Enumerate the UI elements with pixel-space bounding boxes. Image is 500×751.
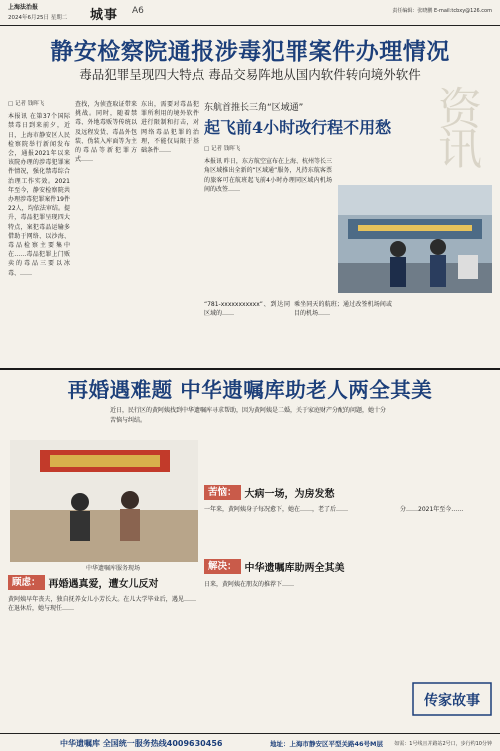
story1-headline: 静安检察院通报涉毒犯罪案件办理情况 <box>50 38 450 65</box>
subhead-worry-tag: 苦恼： <box>204 485 241 500</box>
story3-column-right1 <box>204 580 394 728</box>
story3-left-text: 黄阿姨早年丧夫，独自抚养女儿小芳长大。在儿大学毕业后，遇见……在退休后，她与现任…… <box>8 596 196 613</box>
section-divider <box>0 368 500 370</box>
subhead-worry <box>204 485 335 500</box>
subhead-solution-text: 中华遗嘱库助两全其美 <box>244 563 345 574</box>
subhead-worry-text: 大病一场，为房发愁 <box>244 489 335 500</box>
story3-mid-text: 一年来，黄阿姨身子每况愈下，她在……，老了后…… <box>204 506 349 513</box>
stamp-text: 传家故事 <box>424 693 480 709</box>
story2-column-1 <box>204 145 332 293</box>
issue-date: 2024年6月25日 星期二 <box>8 15 68 21</box>
footer-address: 地址：上海市静安区平型关路46号M层 <box>270 740 384 748</box>
page-number: A6 <box>132 6 144 16</box>
story1-column-1 <box>8 100 70 362</box>
story2-col3-text: 乘坐同天的航班；通过改签机场间或目的机场…… <box>294 301 392 318</box>
story3-lead: 近日，民行区的黄阿姨找到中华遗嘱库寻求帮助，因为黄阿姨是二婚，关于家庭财产分配的问题，她十分苦恼与纠结。 <box>110 407 387 424</box>
story1-byline: □ 记者 钱晖飞 <box>8 101 45 107</box>
footer-directions: 如需：1号线且并路站2号口，步行约10分钟 <box>394 741 492 747</box>
stamp-graphic <box>412 682 492 716</box>
airport-photo-graphic <box>338 185 492 293</box>
footer-hotline: 中华遗嘱库 全国统一服务热线4009630456 <box>60 739 223 748</box>
masthead <box>0 0 500 26</box>
subhead-solution-tag: 解决： <box>204 559 241 574</box>
story2-body-text: 本报讯 昨日，东方航空宣布在上海、杭州等长三角区域推出全新的“区域通”服务，凡持东航客票的旅客可在航班起飞前4小时办理同区域内机场间的改签…… <box>204 158 332 193</box>
story2-kicker: 东航首推长三角“区域通” <box>204 103 304 113</box>
story2-headline: 起飞前4小时改行程不用愁 <box>204 118 392 137</box>
subhead-concern <box>8 575 159 590</box>
section-title: 城事 <box>90 8 119 23</box>
story2-column-2 <box>204 300 290 362</box>
airport-photo <box>338 185 492 293</box>
story1-col3-text: 东出，需要对毒品犯罪所利用的境外软件进行限制和打击，对网络毒品犯罪的治理，不能仅局限于基础条件…… <box>141 101 199 155</box>
subhead-concern-tag: 顾虑： <box>8 575 45 590</box>
subhead-concern-text: 再婚遇真爱，遭女儿反对 <box>48 579 159 590</box>
story2-col2-text: “781-xxxxxxxxxxx”、到达同区域的…… <box>204 301 290 318</box>
story2-column-3 <box>294 300 392 362</box>
service-photo-graphic <box>10 440 198 562</box>
story-stamp <box>412 682 492 716</box>
story3-column-left <box>8 595 196 729</box>
section-watermark: 资讯 <box>438 84 482 175</box>
subhead-solution <box>204 559 345 574</box>
story3-column-mid <box>204 505 394 555</box>
story1-subheadline: 毒品犯罪呈现四大特点 毒品交易阵地从国内软件转向境外软件 <box>79 67 421 82</box>
editor-info: 责任编辑：张晓鹏 E-mail:tcbxy@126.com <box>392 8 492 14</box>
story3-column-right2 <box>400 505 492 677</box>
story3-right1-text: 日来，黄阿姨在朋友的推荐下…… <box>204 581 295 588</box>
story1-column-3 <box>141 100 199 362</box>
story1-column-2 <box>75 100 137 362</box>
service-photo <box>10 440 198 562</box>
footer-ad-bar <box>0 733 500 751</box>
story2-byline: □ 记者 钱晖飞 <box>204 146 241 152</box>
story1-col1-text: 本报讯 在第37个国际禁毒日到来前夕，近日，上海市静安区人民检察院举行新闻发布会，通报2021年以来该院办理的涉毒犯罪案件情况，强化禁毒综合治理工作实效。2021年至今，静安检察院共办理涉毒犯罪案件19件22人，均依法审结。提升，毒品犯罪呈现四大特点，案犯毒品运输多借助于网络、以沙海、毒品检察主要集中在……毒品犯罪上门贩卖的毒品三要以冰毒、…… <box>8 113 70 277</box>
paper-name: 上海法治报 <box>8 4 39 11</box>
photo-caption: 中华遗嘱库服务现场 <box>86 565 141 572</box>
story3-right2-text: 分……2021年至今…… <box>400 506 464 513</box>
story3-headline: 再婚遇难题 中华遗嘱库助老人两全其美 <box>67 378 433 402</box>
story1-col2-text: 查找，为侦查取证带来挑战。同时，随着禁毒、外地毒贩等传统以及远程发货、毒品外包装、伪装入库面等为主的毒品等新犯罪方式…… <box>75 101 137 164</box>
